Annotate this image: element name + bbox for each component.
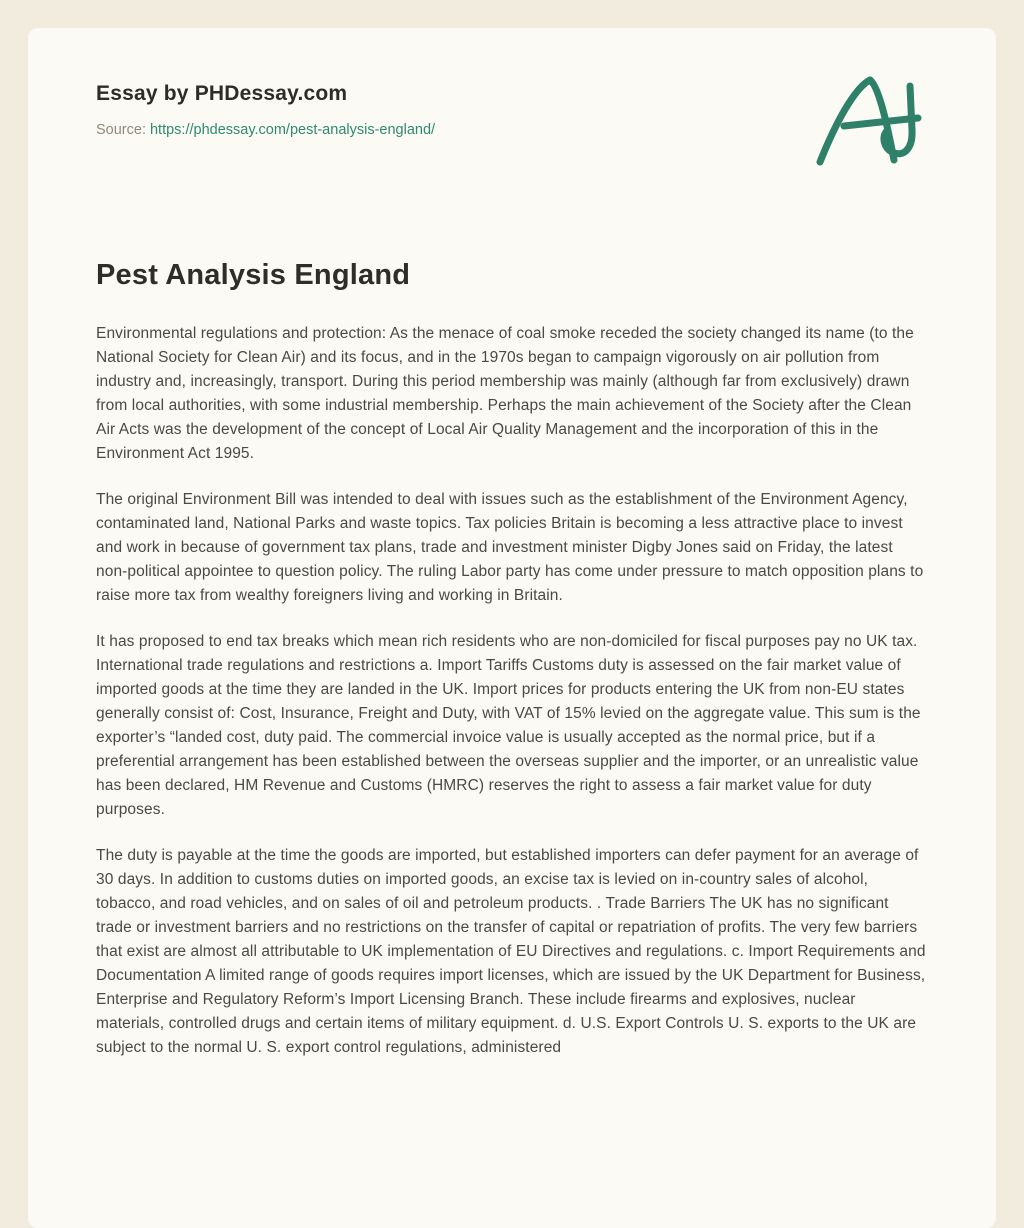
essay-body: [96, 322, 928, 1060]
phdessay-logo-icon: [814, 74, 926, 173]
source-line: [96, 122, 435, 138]
source-url-link[interactable]: https://phdessay.com/pest-analysis-england/: [149, 122, 436, 138]
card-header: [96, 82, 928, 173]
essay-paragraph-2: The original Environment Bill was intended to deal with issues such as the establishment of the Environment Agency, contaminated land, National Parks and waste topics. Tax policies Britain is becoming a less attractive place to invest and work in because of government tax plans, trade and investment minister Digby Jones said on Friday, the latest non-political appointee to question policy. The ruling Labor party has come under pressure to match opposition plans to raise more tax from wealthy foreigners living and working in Britain.: [96, 491, 924, 604]
essay-title: Pest Analysis England: [96, 259, 411, 291]
essay-card: [28, 28, 996, 1228]
header-text-block: [96, 82, 435, 138]
essay-paragraph-1: Environmental regulations and protection: As the menace of coal smoke receded the society changed its name (to the National Society for Clean Air) and its focus, and in the 1970s began to campaign vigorously on air pollution from industry and, increasingly, transport. During this period membership was mainly (although far from exclusively) drawn from local authorities, with some industrial membership. Perhaps the main achievement of the Society after the Clean Air Acts was the development of the concept of Local Air Quality Management and the incorporation of this in the Environment Act 1995.: [96, 325, 914, 462]
essay-paragraph-3: It has proposed to end tax breaks which mean rich residents who are non-domiciled for fiscal purposes pay no UK tax. International trade regulations and restrictions a. Import Tariffs Customs duty is assessed on the fair market value of imported goods at the time they are landed in the UK. Import prices for products entering the UK from non-EU states generally consist of: Cost, Insurance, Freight and Duty, with VAT of 15% levied on the aggregate value. This sum is the exporter’s “landed cost, duty paid. The commercial invoice value is usually accepted as the normal price, but if a preferential arrangement has been established between the overseas supplier and the importer, or an unrealistic value has been declared, HM Revenue and Customs (HMRC) reserves the right to assess a fair market value for duty purposes.: [96, 633, 921, 818]
essay-byline: Essay by PHDessay.com: [96, 82, 348, 105]
essay-paragraph-4: The duty is payable at the time the goods are imported, but established importers can defer payment for an average of 30 days. In addition to customs duties on imported goods, an excise tax is levied on in-country sales of alcohol, tobacco, and road vehicles, and on sales of oil and petroleum products. . Trade Barriers The UK has no significant trade or investment barriers and no restrictions on the transfer of capital or repatriation of profits. The very few barriers that exist are almost all attributable to UK implementation of EU Directives and regulations. c. Import Requirements and Documentation A limited range of goods requires import licenses, which are issued by the UK Department for Business, Enterprise and Regulatory Reform’s Import Licensing Branch. These include firearms and explosives, nuclear materials, controlled drugs and certain items of military equipment. d. U.S. Export Controls U. S. exports to the UK are subject to the normal U. S. export control regulations, administered: [96, 847, 926, 1056]
source-label: Source:: [96, 122, 146, 138]
